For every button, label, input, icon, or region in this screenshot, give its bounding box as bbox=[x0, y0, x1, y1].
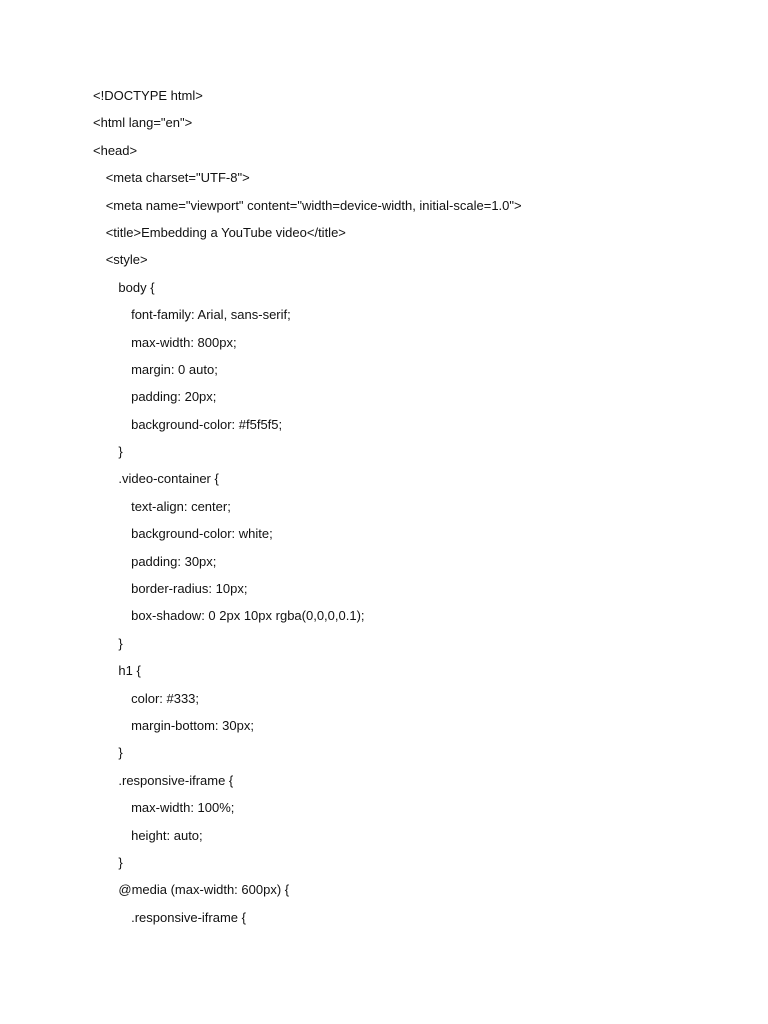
code-line: background-color: white; bbox=[131, 526, 273, 542]
code-line: .responsive-iframe { bbox=[118, 772, 234, 788]
code-line: } bbox=[118, 854, 123, 870]
code-line: margin: 0 auto; bbox=[131, 361, 218, 377]
code-line: h1 { bbox=[118, 663, 141, 679]
code-text-block bbox=[93, 87, 733, 936]
code-line: <!DOCTYPE html> bbox=[93, 88, 203, 103]
code-line: max-width: 100%; bbox=[131, 800, 235, 816]
code-line: <head> bbox=[93, 142, 138, 158]
code-line: border-radius: 10px; bbox=[131, 581, 248, 597]
code-line: .responsive-iframe { bbox=[131, 909, 246, 925]
code-line: <style> bbox=[105, 252, 148, 268]
code-line: padding: 30px; bbox=[131, 553, 217, 569]
code-line: <html lang="en"> bbox=[93, 115, 193, 131]
code-line: <title>Embedding a YouTube video</title> bbox=[105, 224, 346, 240]
code-line: max-width: 800px; bbox=[131, 334, 237, 350]
code-line: <meta charset="UTF-8"> bbox=[105, 170, 250, 186]
code-line: } bbox=[118, 745, 123, 761]
code-line: @media (max-width: 600px) { bbox=[118, 882, 290, 898]
code-line: <meta name="viewport" content="width=device-width, initial-scale=1.0"> bbox=[105, 197, 522, 213]
code-line: text-align: center; bbox=[131, 498, 231, 514]
code-line: height: auto; bbox=[131, 827, 203, 843]
code-line: } bbox=[118, 444, 123, 460]
code-line: } bbox=[118, 635, 123, 651]
code-line: box-shadow: 0 2px 10px rgba(0,0,0,0.1); bbox=[131, 608, 365, 624]
code-line: padding: 20px; bbox=[131, 389, 217, 405]
code-line: color: #333; bbox=[131, 690, 200, 706]
code-line: font-family: Arial, sans-serif; bbox=[131, 307, 291, 323]
code-line: margin-bottom: 30px; bbox=[131, 717, 254, 733]
code-line: .video-container { bbox=[118, 471, 219, 487]
code-line: body { bbox=[118, 279, 155, 295]
code-line: background-color: #f5f5f5; bbox=[131, 416, 283, 432]
